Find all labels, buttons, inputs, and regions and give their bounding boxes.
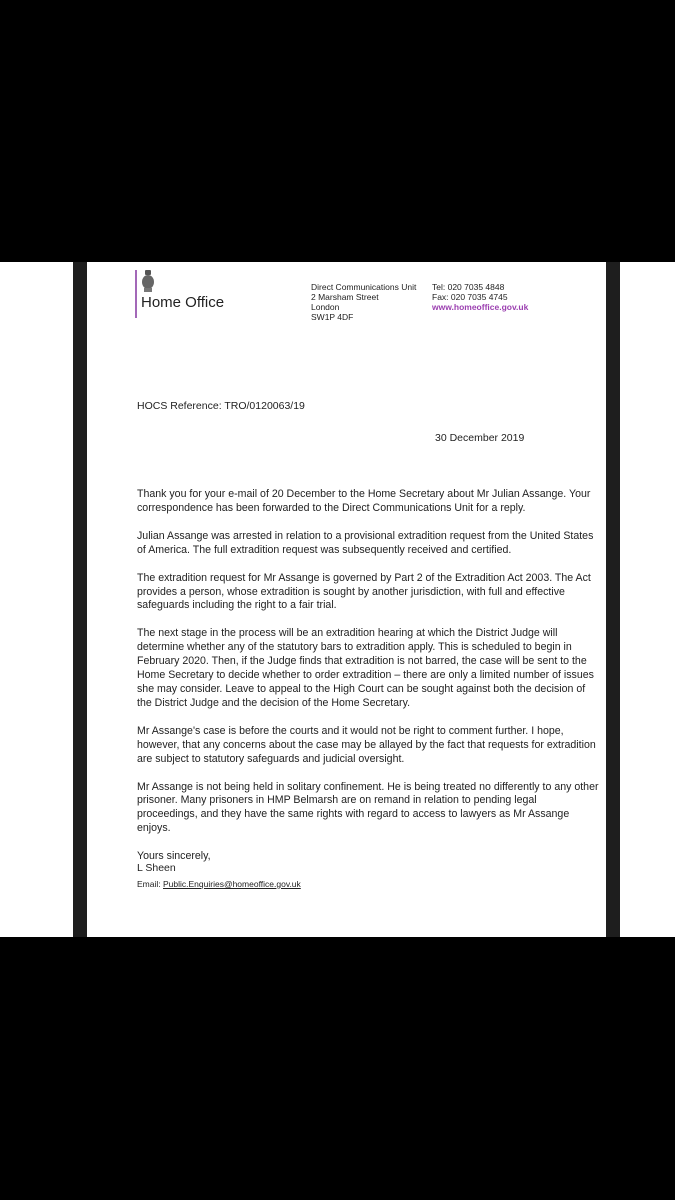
divider-right: [606, 262, 620, 937]
email-link[interactable]: Public.Enquiries@homeoffice.gov.uk: [163, 879, 301, 889]
paragraph: The next stage in the process will be an extradition hearing at which the District Judge will determine whether any of the statutory bars to extradition apply. This is scheduled to begin in February 2020. Then, if the Judge finds that extradition is not barred, the case will be sent to the Home Secretary to decide whether to order extradition – there are only a limited number of issues she may consider. Leave to appeal to the High Court can be sought against both the decision of the District Judge and the decision of the Home Secretary.: [137, 627, 594, 709]
fax: Fax: 020 7035 4745: [432, 292, 508, 302]
contact-details: [432, 282, 528, 312]
logo-bar: [135, 270, 137, 318]
sender-address: [311, 282, 416, 322]
email-line: [137, 879, 301, 889]
adjacent-page-right: [620, 262, 675, 937]
paragraph: Mr Assange's case is before the courts and it would not be right to comment further. I hope, however, that any concerns about the case may be allayed by the fact that requests for extradition are subject to statutory safeguards and judicial oversight.: [137, 724, 596, 765]
telephone: Tel: 020 7035 4848: [432, 282, 505, 292]
address-line: 2 Marsham Street: [311, 292, 379, 302]
letter-body: [137, 488, 599, 878]
letter-date: 30 December 2019: [435, 432, 525, 444]
email-label: Email:: [137, 879, 161, 889]
signatory: L Sheen: [137, 862, 176, 874]
website-link[interactable]: www.homeoffice.gov.uk: [432, 302, 529, 312]
paragraph: Mr Assange is not being held in solitary confinement. He is being treated no differently to any other prisoner. Many prisoners in HMP Belmarsh are on remand in relation to pending legal proceedings, and they have the same rights with regard to access to lawyers as Mr Assange enjoys.: [137, 780, 599, 835]
address-line: Direct Communications Unit: [311, 282, 417, 292]
logo-text: Home Office: [141, 294, 225, 311]
closing: Yours sincerely,: [137, 850, 211, 863]
paragraph: Thank you for your e-mail of 20 December to the Home Secretary about Mr Julian Assange. Your correspondence has been forwarded to the Direct Communications Unit for a reply.: [137, 488, 591, 514]
royal-crest-icon: [141, 270, 155, 292]
paragraph: Julian Assange was arrested in relation to a provisional extradition request from the United States of America. The full extradition request was subsequently received and certified.: [137, 529, 594, 556]
letter-page: [87, 262, 606, 937]
paragraph: The extradition request for Mr Assange is governed by Part 2 of the Extradition Act 2003. The Act provides a person, whose extradition is sought by another jurisdiction, with full and effective safeguards including the right to a fair trial.: [137, 571, 591, 612]
adjacent-page-left: [0, 262, 73, 937]
reference-number: HOCS Reference: TRO/0120063/19: [137, 400, 305, 412]
divider-left: [73, 262, 87, 937]
address-line: London: [311, 302, 340, 312]
address-line: SW1P 4DF: [311, 312, 354, 322]
